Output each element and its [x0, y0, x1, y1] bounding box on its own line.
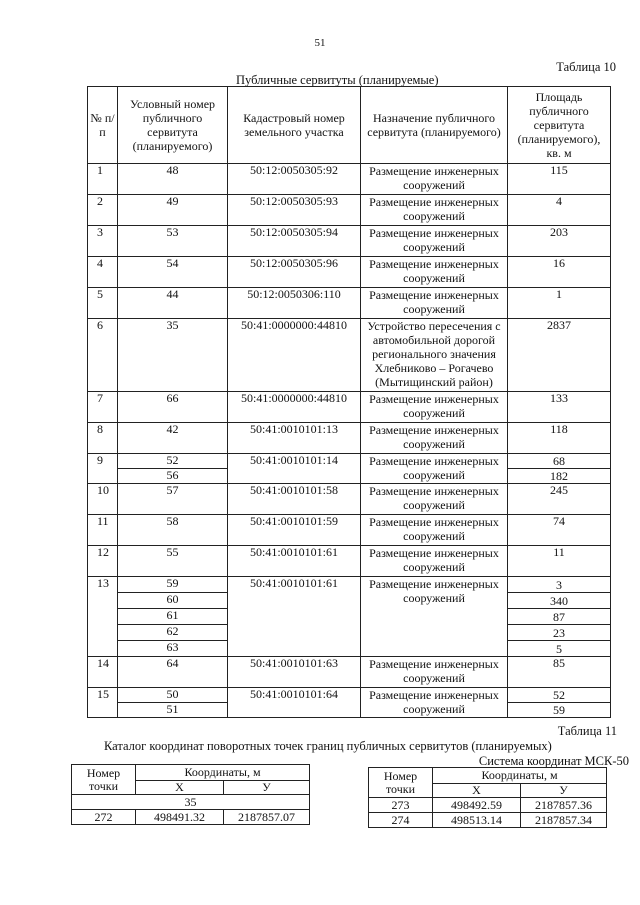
header-point-number: Номер точки — [72, 765, 136, 795]
conditional-number: 52 — [118, 454, 228, 469]
table-row — [88, 226, 611, 257]
purpose: Размещение инженерных сооружений — [361, 392, 508, 423]
header-number: № п/п — [88, 87, 118, 164]
area: 118 — [508, 423, 611, 454]
table-row — [88, 657, 611, 688]
purpose: Размещение инженерных сооружений — [361, 288, 508, 319]
purpose: Устройство пересечения с автомобильной дорогой регионального значения Хлебниково – Рогачево (Мытищинский район) — [361, 319, 508, 392]
conditional-number: 55 — [118, 546, 228, 577]
area: 59 — [508, 703, 611, 718]
area: 1 — [508, 288, 611, 319]
header-cadastral-number: Кадастровый номер земельного участка — [228, 87, 361, 164]
coordinate-system-label: Система координат МСК-50 — [478, 754, 629, 768]
table-row — [88, 688, 611, 703]
conditional-number: 66 — [118, 392, 228, 423]
table-row — [369, 798, 607, 813]
cadastral-number: 50:41:0010101:64 — [228, 688, 361, 718]
table-header-row — [88, 87, 611, 164]
point-number: 273 — [369, 798, 433, 813]
purpose: Размещение инженерных сооружений — [361, 423, 508, 454]
conditional-number: 48 — [118, 164, 228, 195]
area: 11 — [508, 546, 611, 577]
conditional-number: 56 — [118, 469, 228, 484]
purpose: Размещение инженерных сооружений — [361, 164, 508, 195]
header-area: Площадь публичного сервитута (планируемого), кв. м — [508, 87, 611, 164]
purpose: Размещение инженерных сооружений — [361, 688, 508, 718]
table-row — [88, 546, 611, 577]
table-10-caption: Публичные сервитуты (планируемые) — [236, 73, 439, 87]
table-row — [88, 484, 611, 515]
point-number: 274 — [369, 813, 433, 828]
public-servitudes-table — [87, 86, 611, 718]
conditional-number: 35 — [118, 319, 228, 392]
conditional-number: 63 — [118, 641, 228, 657]
conditional-number: 57 — [118, 484, 228, 515]
conditional-number: 42 — [118, 423, 228, 454]
purpose: Размещение инженерных сооружений — [361, 577, 508, 657]
purpose: Размещение инженерных сооружений — [361, 546, 508, 577]
point-number: 272 — [72, 810, 136, 825]
table-row — [72, 810, 310, 825]
table-row — [88, 515, 611, 546]
coord-y: 2187857.07 — [224, 810, 310, 825]
cadastral-number: 50:12:0050306:110 — [228, 288, 361, 319]
table-row — [88, 288, 611, 319]
cadastral-number: 50:41:0010101:14 — [228, 454, 361, 484]
table-row — [88, 257, 611, 288]
header-y: У — [521, 784, 607, 798]
conditional-number: 44 — [118, 288, 228, 319]
conditional-number: 60 — [118, 593, 228, 609]
coord-y: 2187857.36 — [521, 798, 607, 813]
table-11-caption: Каталог координат поворотных точек границ публичных сервитутов (планируемых) — [104, 739, 552, 753]
table-row — [88, 164, 611, 195]
cadastral-number: 50:12:0050305:94 — [228, 226, 361, 257]
area: 68 — [508, 454, 611, 469]
cadastral-number: 50:41:0010101:59 — [228, 515, 361, 546]
purpose: Размещение инженерных сооружений — [361, 257, 508, 288]
conditional-number: 54 — [118, 257, 228, 288]
area: 85 — [508, 657, 611, 688]
area: 3 — [508, 577, 611, 593]
table-11-label: Таблица 11 — [557, 724, 617, 738]
header-coordinates: Координаты, м — [136, 765, 310, 781]
conditional-number: 58 — [118, 515, 228, 546]
cadastral-number: 50:41:0010101:13 — [228, 423, 361, 454]
cadastral-number: 50:41:0000000:44810 — [228, 319, 361, 392]
conditional-number: 59 — [118, 577, 228, 593]
table-row — [88, 577, 611, 593]
area: 87 — [508, 609, 611, 625]
table-row — [88, 195, 611, 226]
conditional-number: 64 — [118, 657, 228, 688]
purpose: Размещение инженерных сооружений — [361, 195, 508, 226]
table-row — [88, 454, 611, 469]
page-number: 51 — [314, 37, 326, 49]
table-row — [88, 319, 611, 392]
cadastral-number: 50:41:0010101:58 — [228, 484, 361, 515]
row-number: 2 — [88, 195, 118, 226]
table-body — [88, 164, 611, 718]
row-number: 7 — [88, 392, 118, 423]
row-number: 10 — [88, 484, 118, 515]
coord-y: 2187857.34 — [521, 813, 607, 828]
row-number: 11 — [88, 515, 118, 546]
header-x: Х — [433, 784, 521, 798]
coord-x: 498491.32 — [136, 810, 224, 825]
area: 5 — [508, 641, 611, 657]
coord-x: 498513.14 — [433, 813, 521, 828]
row-number: 8 — [88, 423, 118, 454]
table-row — [369, 813, 607, 828]
coord-x: 498492.59 — [433, 798, 521, 813]
conditional-number: 53 — [118, 226, 228, 257]
conditional-number: 61 — [118, 609, 228, 625]
header-purpose: Назначение публичного сервитута (планируемого) — [361, 87, 508, 164]
row-number: 4 — [88, 257, 118, 288]
area: 74 — [508, 515, 611, 546]
area: 115 — [508, 164, 611, 195]
row-number: 6 — [88, 319, 118, 392]
row-number: 1 — [88, 164, 118, 195]
row-number: 12 — [88, 546, 118, 577]
row-number: 9 — [88, 454, 118, 484]
header-y: У — [224, 781, 310, 795]
row-number: 5 — [88, 288, 118, 319]
cadastral-number: 50:12:0050305:92 — [228, 164, 361, 195]
table-row — [88, 392, 611, 423]
row-number: 14 — [88, 657, 118, 688]
area: 23 — [508, 625, 611, 641]
table-row — [88, 423, 611, 454]
header-coordinates: Координаты, м — [433, 768, 607, 784]
row-number: 13 — [88, 577, 118, 657]
cadastral-number: 50:41:0010101:61 — [228, 577, 361, 657]
conditional-number: 50 — [118, 688, 228, 703]
row-number: 15 — [88, 688, 118, 718]
purpose: Размещение инженерных сооружений — [361, 226, 508, 257]
area: 52 — [508, 688, 611, 703]
cadastral-number: 50:12:0050305:96 — [228, 257, 361, 288]
servitude-group-label: 35 — [72, 795, 310, 810]
purpose: Размещение инженерных сооружений — [361, 454, 508, 484]
header-conditional-number: Условный номер публичного сервитута (планируемого) — [118, 87, 228, 164]
area: 245 — [508, 484, 611, 515]
header-x: Х — [136, 781, 224, 795]
header-point-number: Номер точки — [369, 768, 433, 798]
coordinates-table-right — [368, 767, 607, 828]
area: 2837 — [508, 319, 611, 392]
area: 340 — [508, 593, 611, 609]
conditional-number: 62 — [118, 625, 228, 641]
area: 16 — [508, 257, 611, 288]
purpose: Размещение инженерных сооружений — [361, 515, 508, 546]
row-number: 3 — [88, 226, 118, 257]
area: 4 — [508, 195, 611, 226]
coordinates-table-left — [71, 764, 310, 825]
conditional-number: 51 — [118, 703, 228, 718]
cadastral-number: 50:12:0050305:93 — [228, 195, 361, 226]
cadastral-number: 50:41:0010101:61 — [228, 546, 361, 577]
cadastral-number: 50:41:0000000:44810 — [228, 392, 361, 423]
table-10-label: Таблица 10 — [556, 60, 616, 74]
conditional-number: 49 — [118, 195, 228, 226]
cadastral-number: 50:41:0010101:63 — [228, 657, 361, 688]
purpose: Размещение инженерных сооружений — [361, 484, 508, 515]
purpose: Размещение инженерных сооружений — [361, 657, 508, 688]
area: 182 — [508, 469, 611, 484]
area: 133 — [508, 392, 611, 423]
area: 203 — [508, 226, 611, 257]
